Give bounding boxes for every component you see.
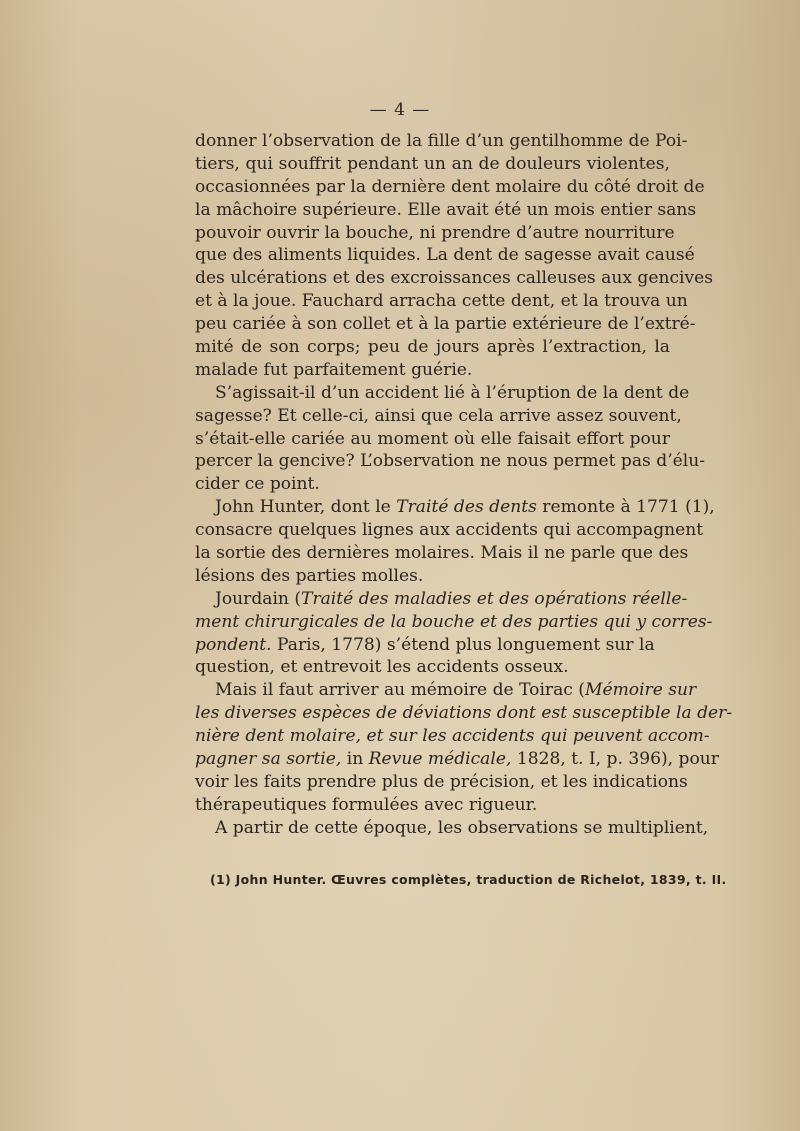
- text-line: thérapeutiques formulées avec rigueur.: [195, 794, 538, 815]
- italic-title: Traité des maladies et des opérations réelle-: [301, 588, 688, 609]
- text-run: Mais il faut arriver au mémoire de Toirac (: [215, 680, 585, 701]
- text-line: [195, 588, 688, 611]
- text-line: [195, 679, 697, 702]
- text-line: voir les faits prendre plus de précision, et les indications: [195, 771, 688, 792]
- text-line: percer la gencive? L’observation ne nous permet pas d’élu-: [195, 451, 706, 472]
- text-line: [195, 496, 715, 519]
- text-line: mité de son corps; peu de jours après l’extraction, la: [195, 337, 670, 358]
- text-line: occasionnées par la dernière dent molaire du côté droit de: [195, 176, 705, 197]
- text-line: s’était-elle cariée au moment où elle faisait effort pour: [195, 428, 670, 449]
- text-line: cider ce point.: [195, 474, 320, 495]
- text-line: pouvoir ouvrir la bouche, ni prendre d’autre nourriture: [195, 222, 675, 243]
- text-run: Jourdain (: [215, 588, 302, 609]
- text-line: la sortie des dernières molaires. Mais il ne parle que des: [195, 543, 689, 564]
- italic-title: Mémoire sur: [584, 680, 697, 701]
- text-line: donner l’observation de la fille d’un gentilhomme de Poi-: [195, 131, 688, 151]
- text-line: consacre quelques lignes aux accidents qui accompagnent: [195, 520, 704, 541]
- text-run: Paris, 1778) s’étend plus longuement sur la: [271, 634, 655, 655]
- italic-title: Traité des dents: [396, 497, 537, 518]
- text-run: in: [341, 749, 369, 770]
- text-line: la mâchoire supérieure. Elle avait été un mois entier sans: [195, 199, 697, 220]
- text-line: sagesse? Et celle-ci, ainsi que cela arrive assez souvent,: [195, 405, 682, 426]
- text-run: 1828, t. I, p. 396), pour: [511, 749, 719, 770]
- text-line: question, et entrevoit les accidents osseux.: [195, 657, 569, 678]
- text-line: que des aliments liquides. La dent de sagesse avait causé: [195, 245, 695, 266]
- text-line: tiers, qui souffrit pendant un an de douleurs violentes,: [195, 153, 670, 174]
- text-line: [195, 634, 670, 657]
- text-run: remonte à 1771 (1),: [536, 497, 715, 518]
- text-line: et à la joue. Fauchard arracha cette dent, et la trouva un: [195, 291, 688, 312]
- text-line: peu cariée à son collet et à la partie extérieure de l’extré-: [195, 314, 696, 335]
- text-line: S’agissait-il d’un accident lié à l’éruption de la dent de: [215, 382, 690, 403]
- body-text: [195, 130, 733, 840]
- text-run: John Hunter, dont le: [215, 497, 397, 518]
- text-line: [195, 748, 719, 771]
- text-line: malade fut parfaitement guérie.: [195, 359, 473, 380]
- page-number: — 4 —: [369, 100, 431, 120]
- italic-title: Revue médicale,: [368, 749, 512, 770]
- italic-title: pagner sa sortie,: [195, 749, 342, 770]
- italic-title: pondent.: [195, 634, 272, 655]
- text-line: les diverses espèces de déviations dont est susceptible la der-: [195, 703, 733, 724]
- text-line: lésions des parties molles.: [195, 565, 424, 586]
- text-line: des ulcérations et des excroissances calleuses aux gencives: [195, 268, 714, 289]
- text-line: A partir de cette époque, les observations se multiplient,: [215, 817, 709, 838]
- text-line: nière dent molaire, et sur les accidents qui peuvent accom-: [195, 726, 710, 747]
- footnote: (1) John Hunter. Œuvres complètes, traduction de Richelot, 1839, t. II.: [210, 872, 727, 887]
- text-line: ment chirurgicales de la bouche et des parties qui y corres-: [195, 611, 713, 632]
